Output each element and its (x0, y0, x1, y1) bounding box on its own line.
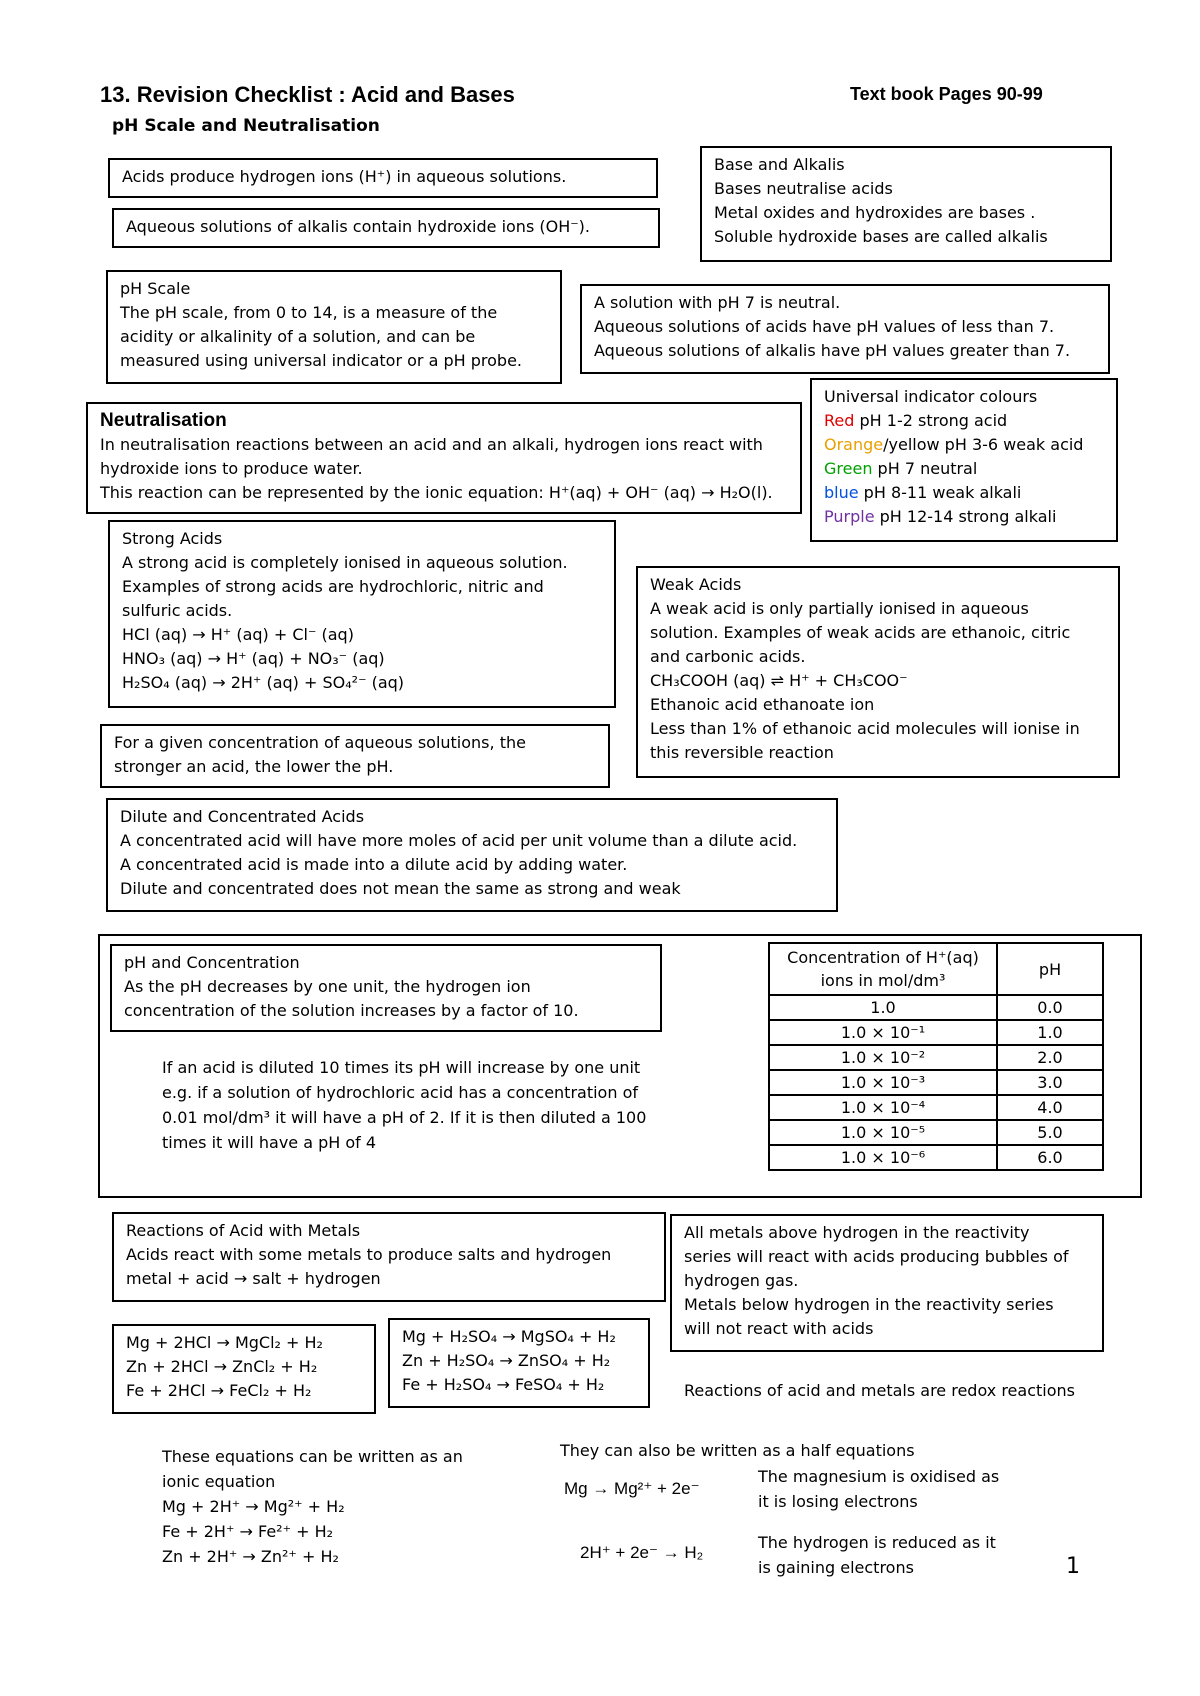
weak-acids-line: A weak acid is only partially ionised in aqueous (650, 599, 1029, 618)
universal-indicator-heading: Universal indicator colours (824, 387, 1038, 406)
redox-note: Reactions of acid and metals are redox reactions (684, 1381, 1075, 1400)
weak-acids-line: and carbonic acids. (650, 647, 806, 666)
base-alkalis-box (700, 146, 1112, 262)
strong-acids-box (108, 520, 616, 708)
alkalis-hydroxide-box (112, 208, 660, 248)
reactivity-line: Metals below hydrogen in the reactivity series (684, 1295, 1054, 1314)
weak-acids-line: this reversible reaction (650, 743, 834, 762)
reactivity-line: hydrogen gas. (684, 1271, 799, 1290)
ph-concentration-line: concentration of the solution increases by a factor of 10. (124, 1001, 579, 1020)
ph-scale-line: measured using universal indicator or a pH probe. (120, 351, 523, 370)
concentration-table (768, 942, 1104, 1171)
page-title: 13. Revision Checklist : Acid and Bases (100, 82, 515, 107)
indicator-purple-label: Purple (824, 507, 875, 526)
strong-acids-equation: HNO₃ (aq) → H⁺ (aq) + NO₃⁻ (aq) (122, 649, 385, 668)
h2so4-equation: Fe + H₂SO₄ → FeSO₄ + H₂ (402, 1375, 605, 1394)
table-header-ph: pH (997, 943, 1103, 995)
table-row: 1.0 0.0 (769, 995, 1103, 1020)
textbook-pages: Text book Pages 90-99 (850, 84, 1043, 104)
base-alkalis-line: Soluble hydroxide bases are called alkalis (714, 227, 1048, 246)
neutralisation-box (86, 402, 802, 514)
table-row: 1.0 × 10⁻⁴ 4.0 (769, 1095, 1103, 1120)
section-subtitle: pH Scale and Neutralisation (112, 116, 380, 136)
acid-metals-box (112, 1212, 666, 1302)
reactivity-series-box (670, 1214, 1104, 1352)
universal-indicator-box (810, 378, 1118, 542)
indicator-blue-row: blue pH 8-11 weak alkali (824, 483, 1022, 502)
neutralisation-line: In neutralisation reactions between an acid and an alkali, hydrogen ions react with (100, 435, 763, 454)
neutral-ph-box (580, 284, 1110, 374)
half-equations-intro: They can also be written as a half equations (560, 1441, 915, 1460)
weak-acids-box (636, 566, 1120, 778)
ph-scale-heading: pH Scale (120, 279, 191, 298)
alkalis-hydroxide-text: Aqueous solutions of alkalis contain hydroxide ions (OH⁻). (126, 217, 590, 236)
neutral-ph-line: Aqueous solutions of alkalis have pH values greater than 7. (594, 341, 1071, 360)
neutral-ph-line: A solution with pH 7 is neutral. (594, 293, 841, 312)
stronger-lower-box (100, 724, 610, 788)
indicator-red-label: Red (824, 411, 855, 430)
weak-acids-heading: Weak Acids (650, 575, 742, 594)
dilute-concentrated-line: A concentrated acid is made into a dilute acid by adding water. (120, 855, 628, 874)
base-alkalis-line: Metal oxides and hydroxides are bases . (714, 203, 1036, 222)
acid-metals-word-equation: metal + acid → salt + hydrogen (126, 1269, 381, 1288)
base-alkalis-heading: Base and Alkalis (714, 155, 845, 174)
ph-concentration-line: As the pH decreases by one unit, the hydrogen ion (124, 977, 531, 996)
hydrogen-reduced-note: The hydrogen is reduced as it is gaining electrons (758, 1533, 996, 1577)
base-alkalis-line: Bases neutralise acids (714, 179, 893, 198)
stronger-lower-line: For a given concentration of aqueous solutions, the (114, 733, 526, 752)
neutralisation-equation: This reaction can be represented by the ionic equation: H⁺(aq) + OH⁻ (aq) → H₂O(l). (100, 483, 773, 502)
table-row: 1.0 × 10⁻⁵ 5.0 (769, 1120, 1103, 1145)
dilution-example: If an acid is diluted 10 times its pH will increase by one unit e.g. if a solution of hydrochloric acid has a concentration of 0.01 mol/dm³ it will have a pH of 2. If it is then diluted a 100 times it will have a pH of 4 (162, 1058, 647, 1152)
indicator-orange-label: Orange (824, 435, 884, 454)
weak-acids-labels: Ethanoic acid ethanoate ion (650, 695, 875, 714)
hydrogen-half-equation: 2H⁺ + 2e⁻ → H₂ (580, 1543, 704, 1562)
acid-metals-heading: Reactions of Acid with Metals (126, 1221, 361, 1240)
table-row: 1.0 × 10⁻¹ 1.0 (769, 1020, 1103, 1045)
reactivity-line: will not react with acids (684, 1319, 874, 1338)
neutralisation-line: hydroxide ions to produce water. (100, 459, 363, 478)
strong-acids-line: A strong acid is completely ionised in aqueous solution. (122, 553, 568, 572)
ph-scale-box (106, 270, 562, 384)
indicator-red-row: Red pH 1-2 strong acid (824, 411, 1008, 430)
dilute-concentrated-line: Dilute and concentrated does not mean the same as strong and weak (120, 879, 681, 898)
hcl-equation: Fe + 2HCl → FeCl₂ + H₂ (126, 1381, 312, 1400)
strong-acids-equation: H₂SO₄ (aq) → 2H⁺ (aq) + SO₄²⁻ (aq) (122, 673, 405, 692)
hcl-equation: Zn + 2HCl → ZnCl₂ + H₂ (126, 1357, 318, 1376)
indicator-green-label: Green (824, 459, 873, 478)
table-header-concentration: Concentration of H⁺(aq) ions in mol/dm³ (769, 943, 997, 995)
indicator-orange-row: Orange/yellow pH 3-6 weak acid (824, 435, 1084, 454)
indicator-green-row: Green pH 7 neutral (824, 459, 978, 478)
hcl-equation: Mg + 2HCl → MgCl₂ + H₂ (126, 1333, 323, 1352)
ph-scale-line: acidity or alkalinity of a solution, and can be (120, 327, 476, 346)
strong-acids-equation: HCl (aq) → H⁺ (aq) + Cl⁻ (aq) (122, 625, 354, 644)
strong-acids-line: sulfuric acids. (122, 601, 233, 620)
ph-concentration-heading: pH and Concentration (124, 953, 300, 972)
table-row: 1.0 × 10⁻³ 3.0 (769, 1070, 1103, 1095)
neutral-ph-line: Aqueous solutions of acids have pH values of less than 7. (594, 317, 1055, 336)
weak-acids-line: Less than 1% of ethanoic acid molecules will ionise in (650, 719, 1080, 738)
ph-scale-line: The pH scale, from 0 to 14, is a measure of the (120, 303, 498, 322)
ph-concentration-box (110, 944, 662, 1032)
magnesium-half-equation: Mg → Mg²⁺ + 2e⁻ (564, 1479, 700, 1498)
reactivity-line: series will react with acids producing bubbles of (684, 1247, 1069, 1266)
dilute-concentrated-heading: Dilute and Concentrated Acids (120, 807, 365, 826)
weak-acids-equation: CH₃COOH (aq) ⇌ H⁺ + CH₃COO⁻ (650, 671, 908, 690)
dilute-concentrated-box (106, 798, 838, 912)
acids-hydrogen-box (108, 158, 658, 198)
reactivity-line: All metals above hydrogen in the reactivity (684, 1223, 1030, 1242)
page-number: 1 (1066, 1554, 1080, 1579)
h2so4-equation: Mg + H₂SO₄ → MgSO₄ + H₂ (402, 1327, 616, 1346)
acids-hydrogen-text: Acids produce hydrogen ions (H⁺) in aqueous solutions. (122, 167, 567, 186)
stronger-lower-line: stronger an acid, the lower the pH. (114, 757, 394, 776)
indicator-blue-label: blue (824, 483, 859, 502)
weak-acids-line: solution. Examples of weak acids are ethanoic, citric (650, 623, 1071, 642)
strong-acids-heading: Strong Acids (122, 529, 223, 548)
acid-metals-line: Acids react with some metals to produce salts and hydrogen (126, 1245, 612, 1264)
table-row: 1.0 × 10⁻⁶ 6.0 (769, 1145, 1103, 1170)
neutralisation-heading: Neutralisation (100, 410, 227, 431)
indicator-purple-row: Purple pH 12-14 strong alkali (824, 507, 1057, 526)
table-row: 1.0 × 10⁻² 2.0 (769, 1045, 1103, 1070)
ionic-equations: These equations can be written as an ionic equation Mg + 2H⁺ → Mg²⁺ + H₂ Fe + 2H⁺ → Fe²⁺ + H₂ Zn + 2H⁺ → Zn²⁺ + H₂ (162, 1447, 463, 1566)
h2so4-equation: Zn + H₂SO₄ → ZnSO₄ + H₂ (402, 1351, 611, 1370)
h2so4-equations-box (388, 1318, 650, 1408)
hcl-equations-box (112, 1324, 376, 1414)
magnesium-oxidised-note: The magnesium is oxidised as it is losing electrons (758, 1467, 1000, 1511)
strong-acids-line: Examples of strong acids are hydrochloric, nitric and (122, 577, 544, 596)
dilute-concentrated-line: A concentrated acid will have more moles of acid per unit volume than a dilute acid. (120, 831, 798, 850)
